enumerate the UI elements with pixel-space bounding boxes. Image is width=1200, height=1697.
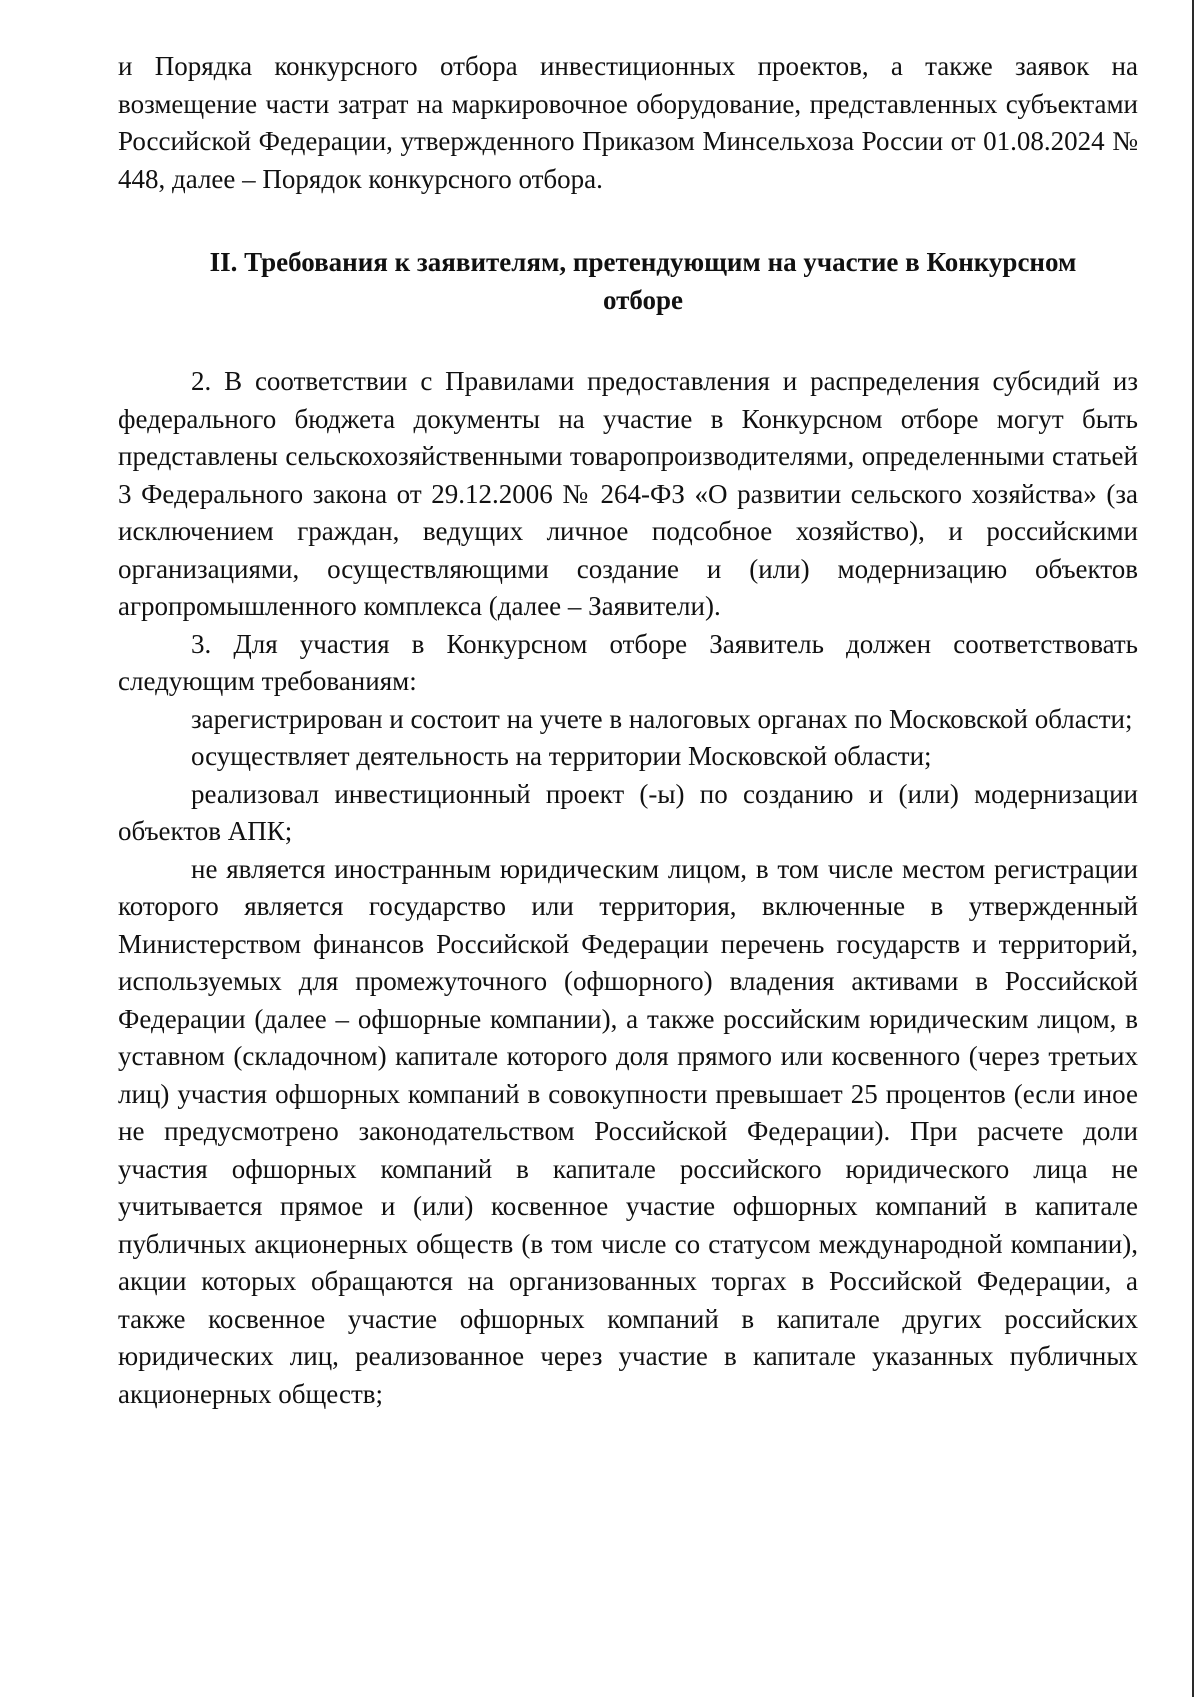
scan-edge-line [1192, 0, 1194, 1697]
document-page [118, 48, 1138, 1413]
intro-paragraph: и Порядка конкурсного отбора инвестиционных проектов, а также заявок на возмещение части затрат на маркировочное оборудование, представленных субъектами Российской Федерации, утвержденного Приказом Минсельхоза России от 01.08.2024 № 448, далее – Порядок конкурсного отбора. [118, 51, 1138, 194]
requirement-activity: осуществляет деятельность на территории Московской области; [191, 741, 932, 771]
section-heading: II. Требования к заявителям, претендующим на участие в Конкурсном отборе [209, 247, 1077, 315]
paragraph-2: 2. В соответствии с Правилами предоставления и распределения субсидий из федерального бюджета документы на участие в Конкурсном отборе могут быть представлены сельскохозяйственными товаропроизводителями, определенными статьей 3 Федерального закона от 29.12.2006 № 264-ФЗ «О развитии сельского хозяйства» (за исключением граждан, ведущих личное подсобное хозяйство), и российскими организациями, осуществляющими создание и (или) модернизацию объектов агропромышленного комплекса (далее – Заявители). [118, 366, 1138, 621]
requirement-offshore: не является иностранным юридическим лицом, в том числе местом регистрации которого является государство или территория, включенные в утвержденный Министерством финансов Российской Федерации перечень государств и территорий, используемых для промежуточного (офшорного) владения активами в Российской Федерации (далее – офшорные компании), а также российским юридическим лицом, в уставном (складочном) капитале которого доля прямого или косвенного (через третьих лиц) участия офшорных компаний в совокупности превышает 25 процентов (если иное не предусмотрено законодательством Российской Федерации). При расчете доли участия офшорных компаний в капитале российского юридического лица не учитывается прямое и (или) косвенное участие офшорных компаний в капитале публичных акционерных обществ (в том числе со статусом международной компании), акции которых обращаются на организованных торгах в Российской Федерации, а также косвенное участие офшорных компаний в капитале других российских юридических лиц, реализованное через участие в капитале указанных публичных акционерных обществ; [118, 853, 1138, 1409]
requirement-project: реализовал инвестиционный проект (-ы) по созданию и (или) модернизации объектов АПК; [118, 778, 1138, 846]
paragraph-3: 3. Для участия в Конкурсном отборе Заявитель должен соответствовать следующим требованиям: [118, 628, 1138, 696]
requirement-registered: зарегистрирован и состоит на учете в налоговых органах по Московской области; [191, 703, 1133, 734]
